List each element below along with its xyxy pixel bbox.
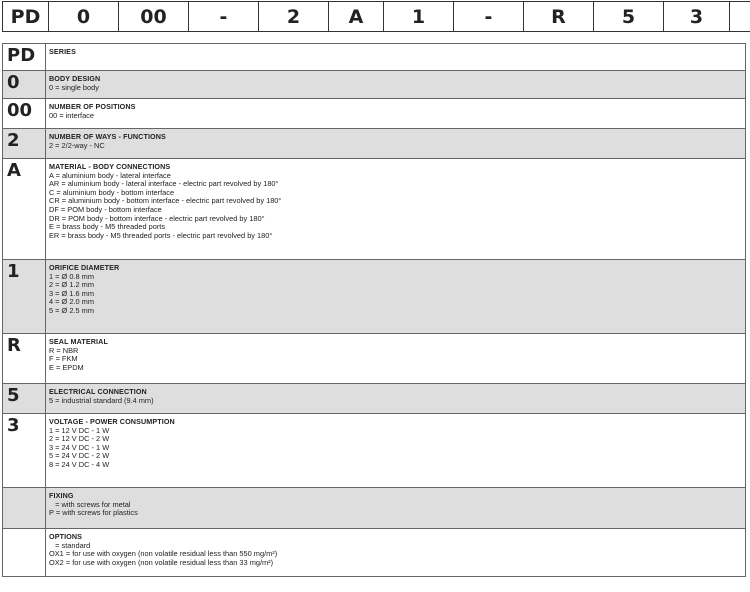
spec-row-material [3, 159, 746, 260]
spec-row-seal-material [3, 334, 746, 384]
spec-title: SEAL MATERIAL [49, 337, 108, 346]
spec-description [46, 529, 746, 577]
spec-row-orifice-diameter [3, 260, 746, 334]
spec-description [46, 334, 746, 384]
spec-code [3, 488, 46, 529]
code-segment-series: PD [3, 2, 49, 32]
code-segment-ways: 2 [259, 2, 329, 32]
code-segment-material: A [329, 2, 384, 32]
spec-code: 0 [3, 71, 46, 99]
spec-code [3, 529, 46, 577]
spec-option: C = aluminium body - bottom interface [49, 187, 175, 197]
spec-title: BODY DESIGN [49, 74, 101, 83]
spec-option: 3 = 24 V DC - 1 W [49, 442, 110, 452]
spec-option: 2 = 2/2-way - NC [49, 140, 105, 150]
ordering-code-bar [2, 1, 750, 32]
spec-option: 2 = 12 V DC - 2 W [49, 434, 110, 444]
spec-option: 5 = 24 V DC - 2 W [49, 451, 110, 461]
code-segment-orifice: 1 [384, 2, 454, 32]
code-segment-separator: - [454, 2, 524, 32]
spec-row-electrical-connection [3, 384, 746, 414]
spec-title: FIXING [49, 491, 74, 500]
spec-option: 2 = Ø 1.2 mm [49, 280, 94, 290]
spec-code: R [3, 334, 46, 384]
spec-option: F = FKM [49, 354, 78, 364]
spec-option: OX1 = for use with oxygen (non volatile residual less than 550 mg/m²) [49, 549, 278, 559]
spec-option: P = with screws for plastics [49, 508, 138, 518]
spec-title: ORIFICE DIAMETER [49, 263, 120, 272]
spec-code: 00 [3, 99, 46, 129]
spec-option: ER = brass body - M5 threaded ports - electric part revolved by 180° [49, 230, 273, 240]
spec-option: E = EPDM [49, 362, 84, 372]
spec-title: SERIES [49, 47, 76, 56]
spec-title: ELECTRICAL CONNECTION [49, 387, 147, 396]
code-segment-separator: - [189, 2, 259, 32]
spec-code: 2 [3, 129, 46, 159]
spec-row-voltage [3, 414, 746, 488]
spec-option: AR = aluminium body - lateral interface - electric part revolved by 180° [49, 179, 279, 189]
spec-option: 1 = Ø 0.8 mm [49, 271, 94, 281]
spec-option: CR = aluminium body - bottom interface - electric part revolved by 180° [49, 196, 282, 206]
ordering-code-row [3, 2, 750, 32]
code-segment-body-design: 0 [49, 2, 119, 32]
code-segment-fixing [730, 2, 750, 32]
spec-description [46, 159, 746, 260]
spec-title: OPTIONS [49, 532, 83, 541]
code-segment-electrical: 5 [594, 2, 664, 32]
code-segment-voltage: 3 [664, 2, 730, 32]
ordering-code-spec-table [2, 43, 746, 577]
spec-option: R = NBR [49, 345, 79, 355]
spec-row-body-design [3, 71, 746, 99]
spec-description [46, 414, 746, 488]
spec-row-ways [3, 129, 746, 159]
spec-code: 1 [3, 260, 46, 334]
spec-option: A = aluminium body - lateral interface [49, 170, 171, 180]
spec-option: 4 = Ø 2.0 mm [49, 297, 94, 307]
spec-row-fixing [3, 488, 746, 529]
spec-option: E = brass body - M5 threaded ports [49, 222, 166, 232]
spec-option: 1 = 12 V DC - 1 W [49, 425, 110, 435]
spec-title: NUMBER OF POSITIONS [49, 102, 136, 111]
spec-option: = with screws for metal [49, 499, 131, 509]
spec-row-positions [3, 99, 746, 129]
spec-option: 8 = 24 V DC - 4 W [49, 459, 110, 469]
spec-code: PD [3, 44, 46, 71]
spec-code: 3 [3, 414, 46, 488]
spec-code: 5 [3, 384, 46, 414]
spec-code: A [3, 159, 46, 260]
spec-description [46, 44, 746, 71]
spec-option: 5 = Ø 2.5 mm [49, 305, 94, 315]
spec-description [46, 260, 746, 334]
spec-title: MATERIAL - BODY CONNECTIONS [49, 162, 171, 171]
code-segment-positions: 00 [119, 2, 189, 32]
spec-row-series [3, 44, 746, 71]
spec-title: VOLTAGE - POWER CONSUMPTION [49, 417, 175, 426]
spec-option: 3 = Ø 1.6 mm [49, 288, 94, 298]
spec-option: OX2 = for use with oxygen (non volatile residual less than 33 mg/m²) [49, 557, 274, 567]
spec-option: 00 = interface [49, 110, 94, 120]
spec-option: 0 = single body [49, 82, 99, 92]
spec-row-options [3, 529, 746, 577]
spec-option: 5 = industrial standard (9.4 mm) [49, 395, 154, 405]
spec-title: NUMBER OF WAYS - FUNCTIONS [49, 132, 166, 141]
spec-description [46, 99, 746, 129]
spec-option: DR = POM body - bottom interface - electric part revolved by 180° [49, 213, 265, 223]
spec-description [46, 488, 746, 529]
spec-description [46, 384, 746, 414]
spec-option: = standard [49, 540, 91, 550]
spec-option: DF = POM body - bottom interface [49, 204, 162, 214]
spec-description [46, 129, 746, 159]
spec-description [46, 71, 746, 99]
code-segment-seal: R [524, 2, 594, 32]
